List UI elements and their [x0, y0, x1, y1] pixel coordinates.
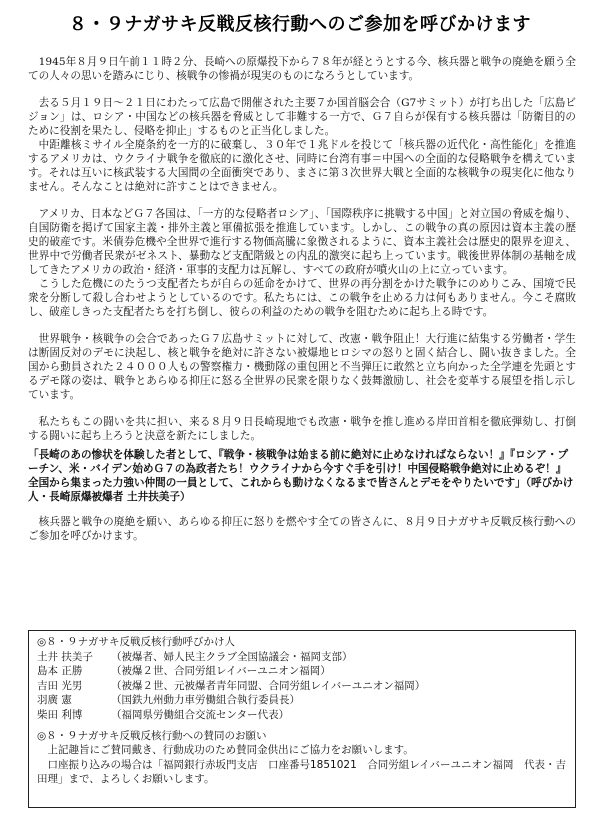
- callers-heading: ◎８・９ナガサキ反戦反核行動呼びかけ人: [37, 636, 235, 648]
- paragraph-closing: 核兵器と戦争の廃絶を願い、あらゆる抑圧に怒りを燃やす全ての皆さんに、８月９日ナガサキ反戦反核行動へのご参加を呼びかけます。: [28, 515, 576, 542]
- paragraph-intro: 1945年８月９日午前１１時２分、長崎への原爆投下から７８年が経とうとする今、核兵器と戦争の廃絶を願う全ての人々の思いを踏みにじり、核戦争の惨禍が現実のものになろうとしています。: [28, 56, 576, 82]
- caller-row: [37, 650, 567, 665]
- caller-role: （被爆２世、元被爆者青年同盟、合同労組レイバーユニオン福岡）: [111, 679, 426, 692]
- paragraph-us-nuclear: 中距離核ミサイル全廃条約を一方的に破棄し、３０年で１兆ドルを投じて「核兵器の近代化・高性能化」を推進するアメリカは、ウクライナ戦争を徹底的に激化させ、同時に台湾有事＝中国への全面的な侵略戦争を構えています。それは互いに核武装する大国間の全面衝突であり、まさに第３次世界大戦と全面的な核戦争の現実化に他なりません。そんなことは絶対に許すことはできません。: [28, 139, 576, 193]
- paragraph-resolve: 私たちもこの闘いを共に担い、来る８月９日長崎現地でも改憲・戦争を推し進める岸田首相を徹底弾劾し、打倒する闘いに起ち上ろうと決意を新たにしました。: [28, 415, 576, 442]
- caller-name: 島本 正勝: [37, 665, 83, 678]
- caller-name: 柴田 利博: [37, 708, 83, 721]
- appeal-line-2: 口座振り込みの場合は「福岡銀行赤坂門支店 口座番号1851021 合同労組レイバーユニオン福岡 代表・吉田理」まで、よろしくお願いします。: [37, 758, 567, 786]
- survivor-quote: [28, 448, 576, 504]
- caller-row: [37, 664, 567, 679]
- caller-name: 吉田 光男: [37, 679, 83, 692]
- paragraph-g7-nations: アメリカ、日本などＧ７各国は、「一方的な侵略者ロシア」、「国際秩序に挑戦する中国」と対立国の脅威を煽り、自国防衛を掲げて国家主義・排外主義と軍備拡張を推進しています。しかし、この戦争の真の原因は資本主義の歴史的破産です。米債券危機や全世界で進行する物価高騰に象徴されるように、資本主義社会は歴史的限界を迎え、世界中で労働者民衆がゼネスト、暴動など支配階級との内乱的激突に起ち上っています。戦後世界体制の基軸を成してきたアメリカの政治・経済・軍事的支配力は瓦解し、すべての政府が噴火山の上に立っています。: [28, 208, 576, 276]
- paragraph-crisis: こうした危機にのたうつ支配者たちが自らの延命をかけて、世界の再分割をかけた戦争にのめりこみ、国境で民衆を分断して殺し合わせようとしているのです。私たちには、この戦争を止める力は何もありません。今こそ腐敗し、破産しきった支配者たちを打ち倒し、彼らの利益のための戦争を阻むために起ち上る時です。: [28, 277, 576, 318]
- appeal-line-1: 上記趣旨にご賛同戴き、行動成功のため賛同金供出にご協力をお願いします。: [47, 744, 414, 757]
- caller-name: 土井 扶美子: [37, 650, 93, 663]
- paragraph-hiroshima-protest: 世界戦争・核戦争の会合であったＧ７広島サミットに対して、改憲・戦争阻止！大行進に結集する労働者・学生は断固反対のデモに決起し、核と戦争を絶対に許さない被爆地ヒロシマの怒りと固く結合し、闘い抜きました。全国から動員された２４０００人もの警察権力・機動隊の重包囲と不当弾圧に敢然と立ち向かった全学連を先頭とするデモ隊の姿は、戦争とあらゆる抑圧に怒る全世界の民衆を限りなく鼓舞激励し、社会を変革する展望を指し示しています。: [28, 332, 576, 401]
- caller-row: [37, 693, 567, 708]
- appeal-heading: ◎８・９ナガサキ反戦反核行動への賛同のお願い: [37, 729, 267, 742]
- paragraph-g7-vision: 去る５月１９日～２１日にわたって広島で開催された主要７か国首脳会合（G7サミット）が打ち出した「広島ビジョン」は、ロシア・中国などの核兵器を脅威として非難する一方で、Ｇ７自らが保有する核兵器は「防衛目的のために役割を果たし、侵略を抑止」するものと正当化しました。: [28, 97, 576, 138]
- caller-role: （被爆者、婦人民主クラブ全国協議会・福岡支部）: [111, 650, 353, 663]
- info-box: [28, 630, 576, 808]
- quote-signature: （呼びかけ人・長崎原爆被爆者 土井扶美子）: [28, 476, 574, 503]
- caller-role: （被爆２世、合同労組レイバーユニオン福岡）: [111, 665, 331, 678]
- quote-text: 「長崎のあの惨状を体験した者として、『戦争・核戦争は始まる前に絶対に止めなければならない！』『ロシア・プーチン、米・バイデン始めＧ７の為政者たち！ウクライナから今すぐ手を引け！中国侵略戦争絶対に止めるぞ！』全国から集まった力強い仲間の一員として、これからも動けなくなるまで皆さんとデモをやりたいです」: [28, 448, 569, 489]
- caller-row: [37, 679, 567, 694]
- caller-role: （福岡県労働組合交流センター代表）: [111, 708, 290, 721]
- caller-name: 羽廣 憲: [37, 694, 72, 707]
- page-title: ８・９ナガサキ反戦反核行動へのご参加を呼びかけます: [68, 14, 532, 35]
- caller-role: （国鉄九州動力車労働組合執行委員長）: [111, 694, 300, 707]
- article-body: [28, 56, 576, 557]
- caller-row: [37, 708, 567, 723]
